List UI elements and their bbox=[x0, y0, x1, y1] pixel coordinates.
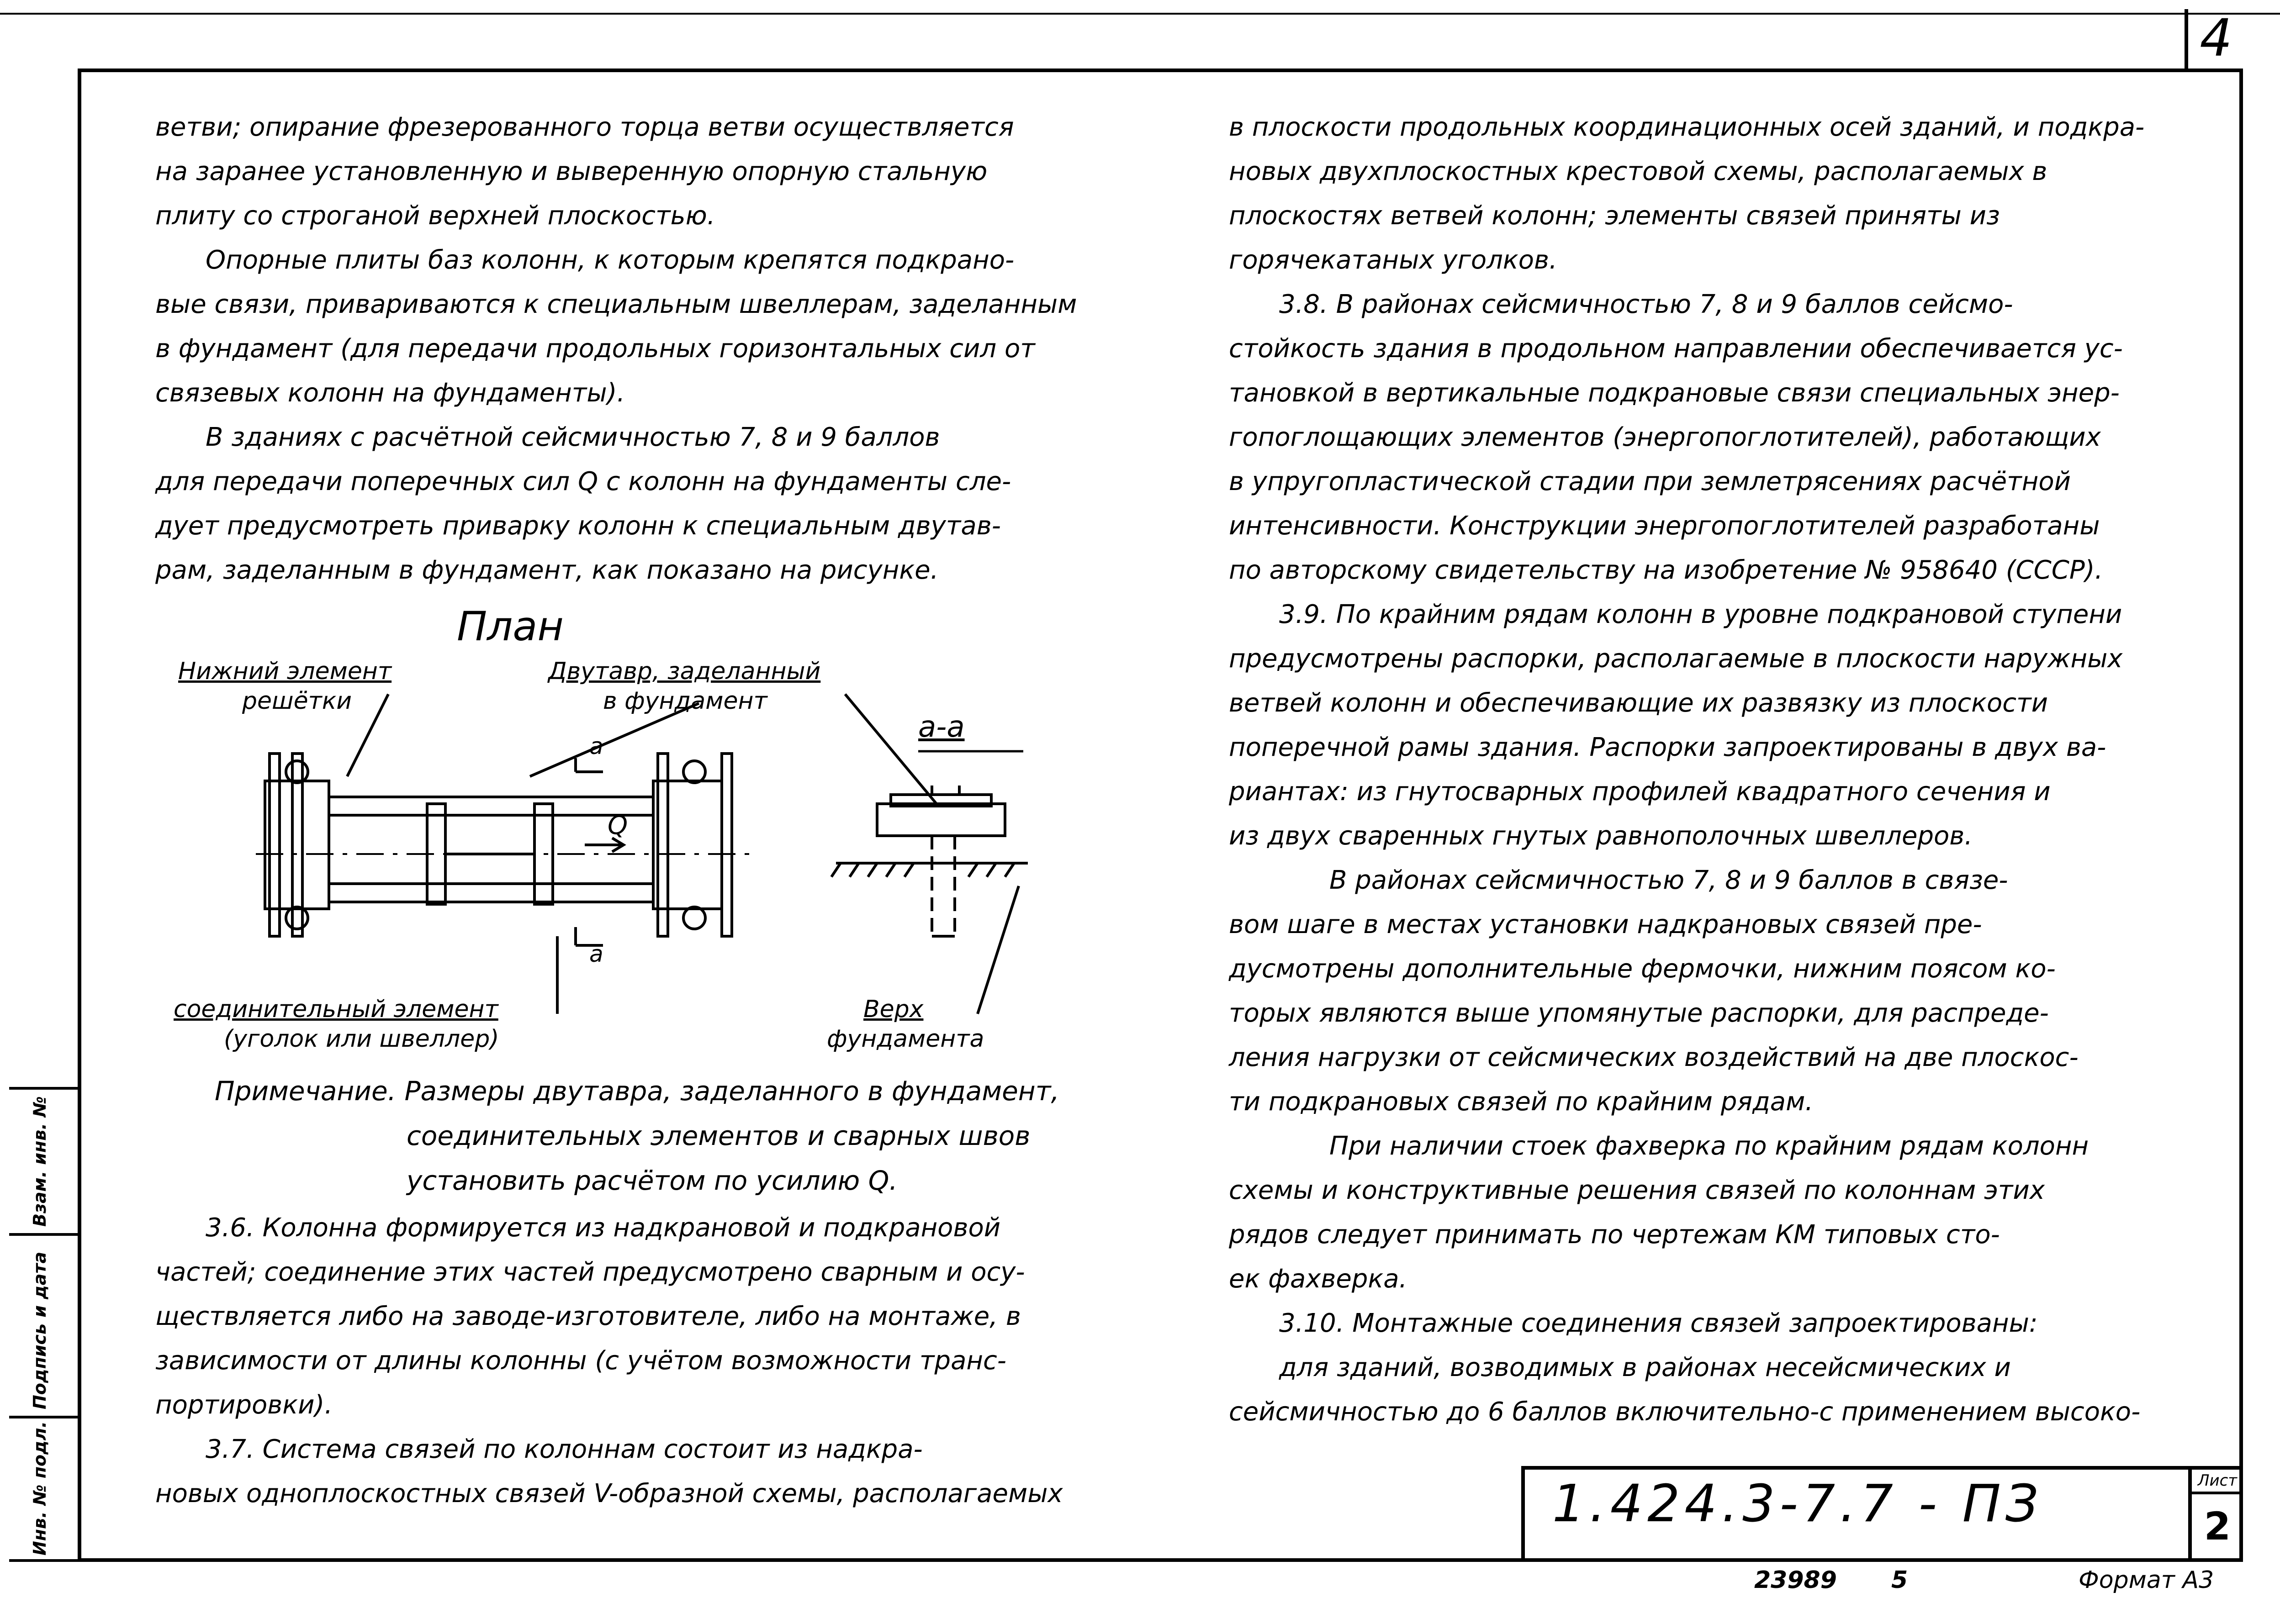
note-line: соединительных элементов и сварных швов bbox=[407, 1120, 1031, 1151]
text-line: для передачи поперечных сил Q с колонн на фундаменты сле- bbox=[155, 467, 1011, 496]
text-line: сейсмичностью до 6 баллов включительно-с применением высоко- bbox=[1229, 1397, 2141, 1427]
list-label: Лист bbox=[2192, 1470, 2243, 1494]
text-line: для зданий, возводимых в районах несейсмических и bbox=[1279, 1353, 2011, 1382]
leader-line bbox=[845, 694, 936, 804]
text-line: из двух сваренных гнутых равнополочных швеллеров. bbox=[1229, 821, 1973, 851]
title-stamp bbox=[1521, 1466, 2243, 1562]
text-line: на заранее установленную и выверенную опорную стальную bbox=[155, 157, 988, 186]
text-line: новых двухплоскостных крестовой схемы, располагаемых в bbox=[1229, 157, 2047, 186]
leader-line bbox=[530, 703, 699, 776]
footer-page: 5 bbox=[1891, 1566, 1908, 1594]
text-line: тановкой в вертикальные подкрановые связи специальных энер- bbox=[1229, 378, 2120, 408]
text-line: При наличии стоек фахверка по крайним рядам колонн bbox=[1329, 1131, 2089, 1161]
text-line: частей; соединение этих частей предусмотрено сварным и осу- bbox=[155, 1257, 1025, 1287]
text-line: ветвей колонн и обеспечивающие их развязку из плоскости bbox=[1229, 688, 2048, 718]
text-line: В районах сейсмичностью 7, 8 и 9 баллов в связе- bbox=[1329, 865, 2008, 895]
vzam-inv-label: Взам. инв. № bbox=[30, 1096, 50, 1227]
text-line: дует предусмотреть приварку колонн к специальным двутав- bbox=[155, 511, 1001, 541]
label-lower-element: Нижний элемент bbox=[178, 658, 392, 685]
inv-podl-label: Инв. № подл. bbox=[30, 1421, 50, 1555]
note-line: Примечание. Размеры двутавра, заделанного в фундамент, bbox=[215, 1076, 1059, 1107]
text-line: предусмотрены распорки, располагаемые в плоскости наружных bbox=[1229, 644, 2123, 674]
text-line: рядов следует принимать по чертежам КМ типовых сто- bbox=[1229, 1220, 2000, 1250]
document-code: 1.424.3-7.7 - ПЗ bbox=[1552, 1474, 2043, 1534]
text-line: 3.8. В районах сейсмичностью 7, 8 и 9 баллов сейсмо- bbox=[1279, 290, 2013, 319]
text-line: ления нагрузки от сейсмических воздействий на две плоскос- bbox=[1229, 1043, 2079, 1072]
label-connector: соединительный элемент bbox=[174, 996, 498, 1023]
text-line: дусмотрены дополнительные фермочки, нижним поясом ко- bbox=[1229, 954, 2056, 984]
text-line: схемы и конструктивные решения связей по колоннам этих bbox=[1229, 1176, 2045, 1205]
plan-note bbox=[215, 1069, 1059, 1203]
lattice-chord bbox=[329, 797, 653, 815]
footer-number: 23989 bbox=[1754, 1566, 1837, 1594]
left-column-bottom bbox=[155, 1206, 1063, 1516]
text-line: стойкость здания в продольном направлении обеспечивается ус- bbox=[1229, 334, 2123, 364]
text-line: ти подкрановых связей по крайним рядам. bbox=[1229, 1087, 1814, 1117]
text-line: вом шаге в местах установки надкрановых связей пре- bbox=[1229, 910, 1982, 939]
text-line: гопоглощающих элементов (энергопоглотителей), работающих bbox=[1229, 422, 2101, 452]
leader-line bbox=[978, 886, 1019, 1014]
section-marker-top: а bbox=[589, 733, 603, 759]
right-column bbox=[1229, 105, 2188, 1434]
text-line: риантах: из гнутосварных профилей квадратного сечения и bbox=[1229, 777, 2051, 807]
text-line: новых одноплоскостных связей V-образной схемы, располагаемых bbox=[155, 1479, 1063, 1508]
label-connector-2: (уголок или швеллер) bbox=[224, 1025, 499, 1053]
plan-title: План bbox=[457, 603, 564, 650]
text-line: Опорные плиты баз колонн, к которым крепятся подкрано- bbox=[206, 245, 1015, 275]
text-line: 3.7. Система связей по колоннам состоит из надкра- bbox=[206, 1434, 923, 1464]
section-label: а-а bbox=[918, 710, 965, 744]
leader-line bbox=[347, 694, 388, 776]
text-line: плоскостях ветвей колонн; элементы связей приняты из bbox=[1229, 201, 2000, 231]
label-lower-element-2: решётки bbox=[242, 687, 352, 715]
force-label: Q bbox=[608, 811, 628, 840]
stamp-sheet-cell bbox=[2188, 1470, 2243, 1562]
podpis-data-label: Подпись и дата bbox=[30, 1251, 50, 1409]
text-line: ществляется либо на заводе-изготовителе, либо на монтаже, в bbox=[155, 1302, 1021, 1331]
text-line: поперечной рамы здания. Распорки запроектированы в двух ва- bbox=[1229, 733, 2106, 762]
text-line: ек фахверка. bbox=[1229, 1264, 1407, 1294]
text-line: ветви; опирание фрезерованного торца ветви осуществляется bbox=[155, 112, 1014, 142]
text-line: в фундамент (для передачи продольных горизонтальных сил от bbox=[155, 334, 1035, 364]
column-flange bbox=[722, 754, 732, 936]
text-line: связевых колонн на фундаменты). bbox=[155, 378, 625, 408]
text-line: 3.10. Монтажные соединения связей запроектированы: bbox=[1279, 1308, 2038, 1338]
text-line: в упругопластической стадии при землетрясениях расчётной bbox=[1229, 467, 2071, 496]
text-line: 3.9. По крайним рядам колонн в уровне подкрановой ступени bbox=[1279, 600, 2122, 629]
text-line: интенсивности. Конструкции энергопоглотителей разработаны bbox=[1229, 511, 2100, 541]
text-line: торых являются выше упомянутые распорки, для распреде- bbox=[1229, 998, 2049, 1028]
label-ibeam: Двутавр, заделанный bbox=[548, 658, 821, 685]
text-line: зависимости от длины колонны (с учётом возможности транс- bbox=[155, 1346, 1007, 1376]
text-line: вые связи, привариваются к специальным швеллерам, заделанным bbox=[155, 290, 1077, 319]
section-marker-bottom: а bbox=[589, 941, 603, 967]
footer-format: Формат А3 bbox=[2079, 1566, 2214, 1594]
text-line: по авторскому свидетельству на изобретение № 958640 (СССР). bbox=[1229, 555, 2103, 585]
label-top: Верх bbox=[863, 996, 924, 1023]
text-line: портировки). bbox=[155, 1390, 333, 1420]
list-number: 2 bbox=[2204, 1504, 2231, 1549]
side-stamp bbox=[9, 1087, 78, 1562]
text-line: рам, заделанным в фундамент, как показано на рисунке. bbox=[155, 555, 939, 585]
label-ibeam-2: в фундамент bbox=[603, 687, 767, 715]
side-cell bbox=[9, 1416, 78, 1562]
text-line: плиту со строганой верхней плоскостью. bbox=[155, 201, 715, 231]
lattice-chord bbox=[329, 884, 653, 902]
note-line: установить расчётом по усилию Q. bbox=[407, 1165, 898, 1196]
text-line: В зданиях с расчётной сейсмичностью 7, 8 и 9 баллов bbox=[206, 422, 940, 452]
side-cell bbox=[9, 1233, 78, 1416]
side-cell bbox=[9, 1087, 78, 1233]
text-line: горячекатаных уголков. bbox=[1229, 245, 1557, 275]
text-line: 3.6. Колонна формируется из надкрановой и подкрановой bbox=[206, 1213, 1001, 1243]
text-line: в плоскости продольных координационных осей зданий, и подкра- bbox=[1229, 112, 2145, 142]
sheet-number: 4 bbox=[2185, 9, 2244, 71]
label-top-2: фундамента bbox=[827, 1025, 984, 1053]
